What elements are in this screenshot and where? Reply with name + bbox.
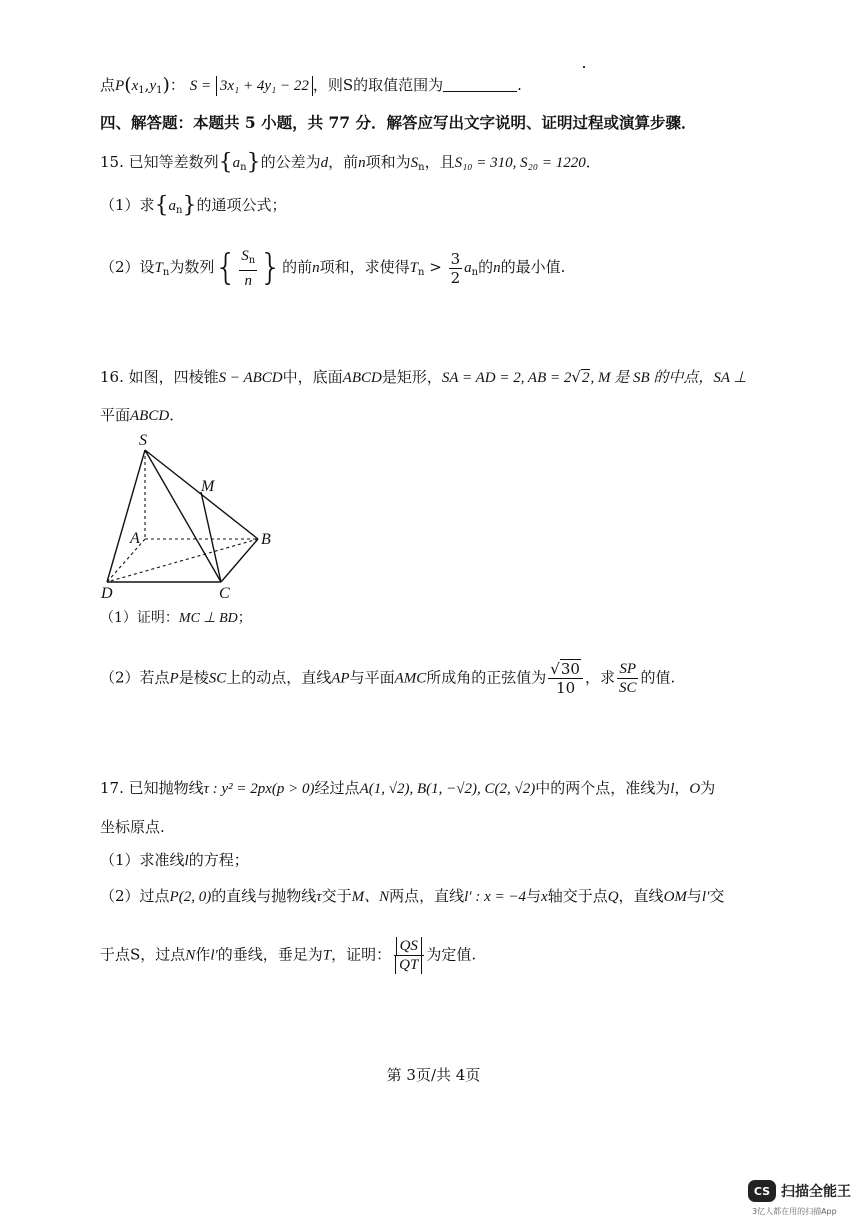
text: 的直线与抛物线 [211, 887, 317, 905]
text: （2）设 [100, 258, 155, 276]
label-M: M [201, 478, 215, 495]
q16-part2 [100, 660, 675, 697]
text: ． [585, 153, 601, 171]
math-x: x [541, 889, 548, 905]
math-P: P [169, 670, 179, 687]
q17-stem [100, 778, 715, 799]
text: , M 是 SB 的中点， [590, 370, 714, 386]
fraction-3-over-2: $\frac{3}{2}$ [450, 249, 461, 287]
label-B: B [261, 531, 271, 548]
text: ， [674, 779, 690, 797]
math-condition: SA = AD = 2, AB = 2 [441, 370, 572, 386]
text: 的值. [640, 668, 676, 687]
text: 的最小值. [500, 258, 566, 276]
edge-SC [145, 450, 221, 582]
abs-expression: 3x₁ + 4y₁ − 22 [216, 76, 313, 96]
text: 平面 [100, 406, 131, 424]
text: 中，底面 [282, 368, 343, 386]
math-OM: OM [663, 889, 687, 905]
text: （1）证明： [100, 610, 179, 626]
sqrt-2: √2 [571, 368, 590, 386]
math-N: N [185, 947, 196, 964]
text: 与 [686, 887, 702, 905]
q15-stem: 15. 已知等差数列$\{a_n\}$的公差为d，前n项和为$S_n$，且S₁₀ = 310, S₂₀ = 1220． [100, 150, 601, 175]
fraction-Sn-over-n: $\frac{S_n}{n}$ [241, 248, 256, 289]
text: 为 [700, 779, 716, 797]
math-AMC: AMC [394, 670, 427, 687]
text: 的垂线，垂足为 [217, 945, 323, 964]
answer-blank [443, 76, 517, 92]
math-S: S = [189, 78, 212, 94]
text: 的公差为 [260, 153, 321, 171]
math-perp: SA ⊥ [713, 370, 747, 386]
edge-CB [221, 539, 258, 582]
math-base: ABCD [342, 370, 382, 386]
watermark-tagline: 3亿人都在用的扫描App [752, 1207, 837, 1216]
text: （1）求 [100, 196, 155, 214]
text: 为数列 [169, 258, 215, 276]
text: 为定值. [426, 945, 477, 964]
math-T: T [322, 947, 332, 964]
text: 的方程； [188, 851, 249, 869]
q16-part1 [100, 608, 252, 629]
math-l: l [184, 853, 189, 869]
text: 中的两个点，准线为 [535, 779, 671, 797]
q17-stem-line2: 坐标原点. [100, 818, 165, 836]
text: 的前 [282, 258, 313, 276]
q17-part2-line2 [100, 937, 476, 974]
math-MN: M、N [351, 889, 390, 905]
text: ： [169, 76, 185, 94]
text: （2）过点 [100, 887, 170, 905]
text: 所成角的正弦值为 [426, 668, 547, 687]
text: ； [237, 610, 252, 626]
math-parabola: τ : y² = 2px(p > 0) [203, 781, 315, 797]
text: ，且 [424, 153, 455, 171]
q15-part1: （1）求$\{a_n\}$的通项公式； [100, 193, 287, 218]
text: 于点S，过点 [100, 945, 186, 964]
text: 项和，求使得 [319, 258, 410, 276]
edge-SD [107, 450, 145, 582]
math-AP: AP [331, 670, 350, 687]
fraction-QS-over-QT: $\frac{QS}{QT}$ [393, 937, 424, 974]
text: 上的动点，直线 [226, 668, 332, 687]
math-plane: ABCD [130, 408, 170, 424]
page-number: 第 3页/共 4页 [386, 1066, 481, 1084]
text: 16. 如图，四棱锥 [100, 368, 219, 386]
pyramid-figure [95, 425, 285, 605]
q17-part2 [100, 886, 724, 907]
text: 项和为 [365, 153, 411, 171]
text: 的通项公式； [196, 196, 287, 214]
text: ，证明： [331, 945, 392, 964]
q16-stem-line2 [100, 405, 184, 426]
text: 的 [478, 258, 494, 276]
math-d: d [320, 155, 329, 171]
q16-stem [100, 367, 747, 388]
text: 17. 已知抛物线 [100, 779, 204, 797]
text: 是棱 [178, 668, 209, 687]
math-condition: S₁₀ = 310, S₂₀ = 1220 [454, 155, 586, 171]
watermark-name: 扫描全能王 [781, 1184, 851, 1200]
cs-logo-icon: CS [748, 1180, 776, 1202]
text: ，求 [584, 668, 615, 687]
math-points: A(1, √2), B(1, −√2), C(2, √2) [359, 781, 536, 797]
fraction-SP-over-SC: $\frac{SP}{SC}$ [618, 661, 637, 696]
math-Q: Q [607, 889, 619, 905]
label-D: D [101, 585, 113, 602]
math-SC: SC [208, 670, 227, 687]
text: ． [169, 406, 185, 424]
math-n: n [358, 155, 366, 171]
math-O: O [689, 781, 701, 797]
scanner-watermark [748, 1180, 851, 1202]
text: 15. 已知等差数列 [100, 153, 219, 171]
label-S: S [139, 432, 147, 449]
q15-part2: （2）设$T_n$为数列{ $\frac{S_n}{n}$ }的前n项和，求使得$T_n$ > $\frac{3}{2}$ $a_n$的n的最小值. [100, 247, 566, 289]
text: 交于 [321, 887, 352, 905]
q14-tail-line: 点$P(x_1,y_1)$： S = 3x₁ + 4y₁ − 22 ，则S的取值范围为 . [100, 74, 522, 96]
math-lprime: l′ [701, 889, 710, 905]
text: . [517, 76, 522, 94]
q17-part1 [100, 850, 249, 871]
math-lprime: l′ [210, 947, 218, 964]
text: 经过点 [314, 779, 360, 797]
text: 是矩形， [381, 368, 442, 386]
math-perp-expr: MC ⊥ BD [178, 611, 238, 626]
text: （1）求准线 [100, 851, 185, 869]
text: （2）若点 [100, 668, 170, 687]
label-C: C [219, 585, 230, 602]
section-heading: 四、解答题：本题共 5 小题，共 77 分．解答应写出文字说明、证明过程或演算步骤． [100, 113, 697, 132]
text: ，直线 [618, 887, 664, 905]
text: 轴交于点 [547, 887, 608, 905]
math-x: x [131, 78, 139, 94]
segment-MC [201, 492, 221, 582]
math-y: y [149, 78, 157, 94]
math-pyramid: S − ABCD [218, 370, 283, 386]
text: ，前 [328, 153, 359, 171]
text: 两点，直线 [389, 887, 465, 905]
fraction-sqrt30-over-10: $\frac{√30}{10}$ [548, 660, 583, 697]
math-P: P [115, 78, 125, 94]
text: 点 [100, 76, 116, 94]
math-l: l [670, 781, 675, 797]
math-tau: τ [316, 889, 322, 905]
math-P: P(2, 0) [169, 889, 212, 905]
text: 交 [709, 887, 725, 905]
text: 与 [526, 887, 542, 905]
text: 与平面 [349, 668, 395, 687]
text: 作 [195, 945, 211, 964]
math-lprime: l′ : x = −4 [464, 889, 526, 905]
speck [583, 66, 585, 68]
label-A: A [130, 530, 140, 547]
text: ，则S的取值范围为 [312, 76, 444, 94]
